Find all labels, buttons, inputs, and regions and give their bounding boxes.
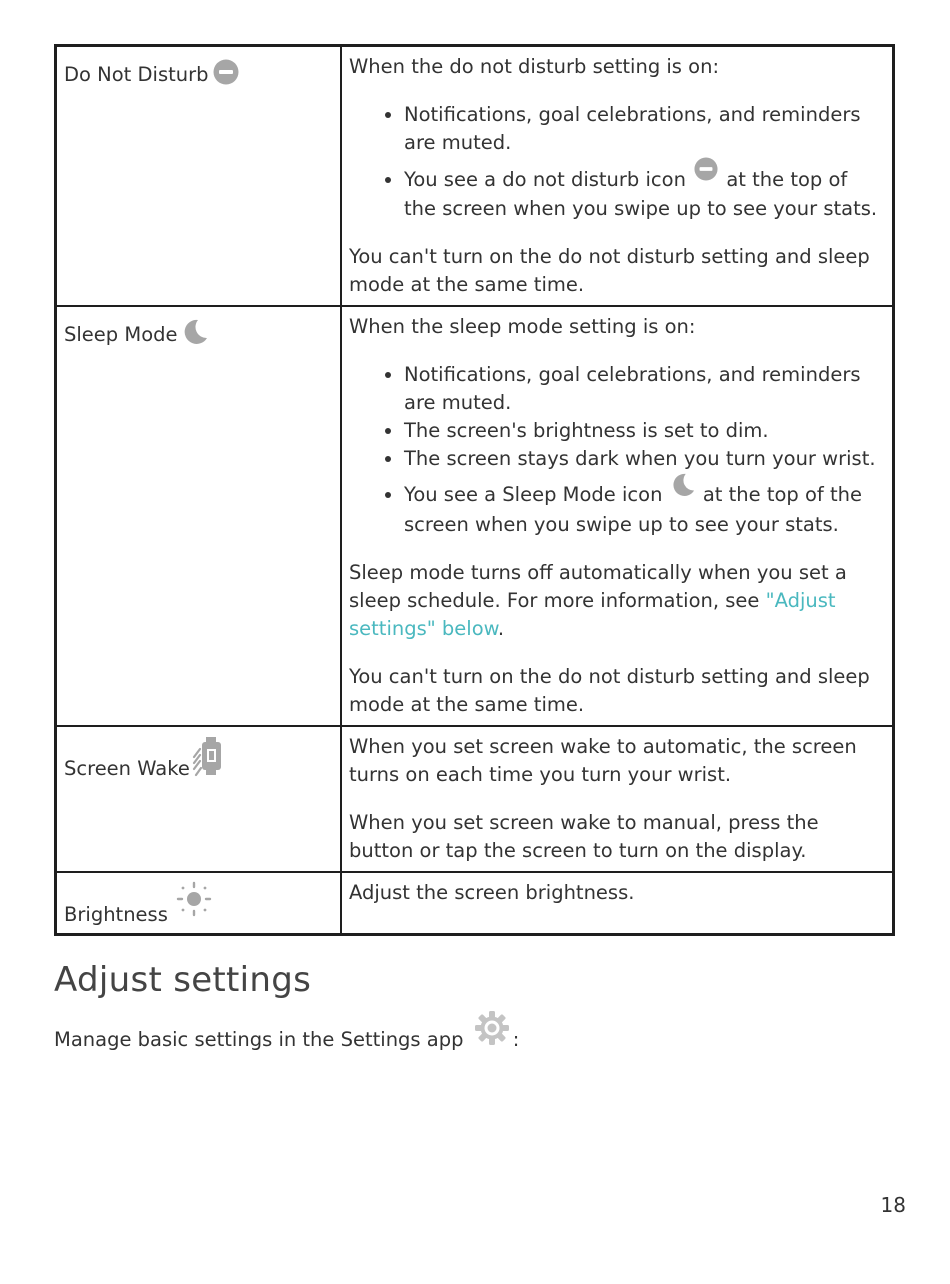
setting-name-cell	[56, 872, 342, 935]
screen-wake-icon	[192, 735, 226, 777]
setting-name-cell	[56, 726, 342, 872]
description-paragraph: Adjust the screen brightness.	[349, 881, 635, 904]
description-intro: When the do not disturb setting is on:	[349, 55, 720, 78]
do-not-disturb-icon	[213, 59, 239, 85]
table-row	[56, 306, 894, 726]
setting-description-cell	[341, 872, 894, 935]
paragraph-text: Sleep mode turns off automatically when you set a sleep schedule. For more information, see	[349, 561, 847, 612]
bullet-list	[349, 101, 882, 223]
moon-icon	[182, 319, 208, 345]
list-item-text: You see a Sleep Mode icon	[404, 483, 663, 506]
setting-name: Do Not Disturb	[64, 63, 209, 86]
bullet-list	[349, 361, 882, 539]
description-paragraph: When you set screen wake to manual, press the button or tap the screen to turn on the display.	[349, 811, 819, 862]
list-item-text: at the top of the screen when you swipe up to see your stats.	[404, 168, 878, 220]
description-intro: When the sleep mode setting is on:	[349, 315, 696, 338]
table-row	[56, 872, 894, 935]
setting-name-cell	[56, 46, 342, 307]
intro-suffix: :	[512, 1028, 520, 1051]
description-note: You can't turn on the do not disturb setting and sleep mode at the same time.	[349, 245, 870, 296]
adjust-settings-link[interactable]: "Adjust settings" below	[349, 589, 836, 640]
page-number: 18	[880, 1193, 906, 1217]
list-item: • Notifications, goal celebrations, and reminders are muted.	[404, 361, 882, 417]
settings-table	[54, 44, 895, 936]
description-paragraph	[349, 559, 882, 643]
setting-name: Brightness	[64, 903, 168, 926]
table-row	[56, 46, 894, 307]
list-item-text: at the top of the screen when you swipe up to see your stats.	[404, 483, 862, 536]
list-item-text: You see a do not disturb icon	[404, 168, 686, 191]
moon-icon	[671, 473, 695, 505]
intro-text: Manage basic settings in the Settings app	[54, 1028, 464, 1051]
setting-description-cell	[341, 726, 894, 872]
list-item: • The screen stays dark when you turn your wrist.	[404, 445, 882, 473]
brightness-icon	[176, 881, 212, 917]
section-intro	[54, 1020, 519, 1061]
setting-name: Sleep Mode	[64, 323, 178, 346]
do-not-disturb-icon	[694, 157, 718, 189]
list-item: • Notifications, goal celebrations, and reminders are muted.	[404, 101, 882, 157]
description-paragraph: When you set screen wake to automatic, the screen turns on each time you turn your wrist.	[349, 735, 857, 786]
setting-description-cell	[341, 46, 894, 307]
gear-icon	[474, 1010, 510, 1051]
table-row	[56, 726, 894, 872]
list-item	[404, 163, 882, 223]
paragraph-text: .	[497, 617, 505, 640]
list-item	[404, 479, 882, 539]
setting-description-cell	[341, 306, 894, 726]
section-heading: Adjust settings	[54, 960, 312, 1000]
setting-name-cell	[56, 306, 342, 726]
description-note: You can't turn on the do not disturb setting and sleep mode at the same time.	[349, 665, 870, 716]
setting-name: Screen Wake	[64, 757, 190, 780]
list-item: • The screen's brightness is set to dim.	[404, 417, 882, 445]
